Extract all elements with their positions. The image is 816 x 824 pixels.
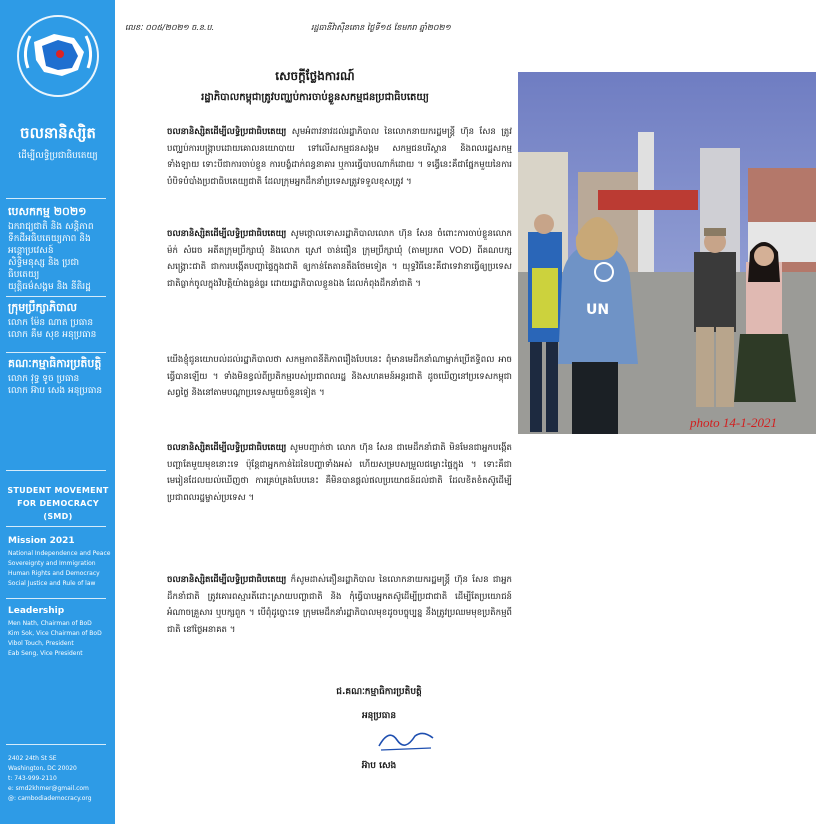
statement-title: សេចក្តីថ្លែងការណ៍ xyxy=(275,69,355,83)
board-kh-heading: ក្រុមប្រឹក្សាភិបាល xyxy=(8,301,78,314)
divider xyxy=(6,198,106,199)
leadership-en-item: Vibol Touch, President xyxy=(8,640,74,647)
leadership-en-item: Men Nath, Chairman of BoD xyxy=(8,620,92,627)
document-date: រដ្ឋធានីវ៉ាស៊ីនតោន ថ្ងៃទី១៥ ខែមករា ឆ្នាំ២០២១ xyxy=(311,23,451,32)
org-name-en: STUDENT MOVEMENT FOR DEMOCRACY (SMD) xyxy=(7,486,109,521)
exec-kh xyxy=(8,358,110,397)
paragraph-text: សូមអំពាវនាវដល់រដ្ឋាភិបាល នៃលោកនាយករដ្ឋមន្ត្រី ហ៊ុន សែន ត្រូវបញ្ឈប់ការបង្ក្រាបដោយគោលនយោបាយ ទៅលើសកម្មជនសង្គម សកម្មជនបរិស្ថាន និងពលរដ្ឋសកម្មទាំងឡាយ ទោះបីជាការចាប់ខ្លួន ការបង្ខំដាក់ពន្ធនាគារ ឬការធ្វើបាបណាក៏ដោយ ។ ទង្វើនេះគឺជាផ្នែកមួយនៃការបំបិទបំបាំងប្រជាធិបតេយ្យជាតិ ដែលក្រុមអ្នកដឹកនាំប្រទេសត្រូវទទួលខុសត្រូវ ។ xyxy=(167,127,512,187)
board-kh xyxy=(8,302,110,341)
mission-kh-item: ឯករាជ្យជាតិ និង សន្តិភាព xyxy=(8,222,94,232)
contact-address: 2402 24th St SE xyxy=(8,755,57,762)
paragraph-text: យើងខ្ញុំជូនយោបល់ដល់រដ្ឋាភិបាលថា សកម្មភាពនីតិភាពរឿងបែបនេះ ពុំមានមេដឹកនាំណាម្នាក់ប្រើឥទ្ធិពល អាចធ្វើបានឡើយ ។ ទាំងមិនខ្វល់ពីប្រតិកម្មរបស់ប្រជាពលរដ្ឋ និងសហគមន៍អន្តរជាតិ ដូចឃើញនៅប្រទេសកម្ពុជាសព្វថ្ងៃ និងនៅតាមបណ្តាប្រទេសមួយចំនួនទៀត ។ xyxy=(167,355,512,399)
leadership-en xyxy=(8,606,112,659)
paragraph-text: សូមបញ្ជាក់ថា លោក ហ៊ុន សែន ជាមេដឹកនាំជាតិ មិនមែនជាអ្នកបង្កើតបញ្ហាតែមួយមុខនោះទេ ប៉ុន្តែជាអ្នកកាន់ដៃនៃបញ្ហាទាំងអស់ ហើយសម្របសម្រួលជម្លោះផ្ទៃក្នុង ។ ទោះគឺជាមេរៀនដែលយល់ឃើញថា ការគ្រប់គ្រងបែបនេះ គឺមិនបានផ្តល់ផលប្រយោជន៍ដល់ជាតិ ដែលខិតខំតស៊ូដើម្បីប្រជាពលរដ្ឋម្ចាស់ប្រទេស ។ xyxy=(167,443,512,503)
statement-subtitle: រដ្ឋាភិបាលកម្ពុជាត្រូវបញ្ឈប់ការចាប់ខ្លួនសកម្មជនប្រជាធិបតេយ្យ xyxy=(201,92,429,103)
org-name-kh: ចលនានិស្សិត xyxy=(20,124,96,142)
contact-email[interactable]: e: smd2khmer@gmail.com xyxy=(8,785,89,792)
contact-block xyxy=(8,754,112,804)
mission-en-item: Human Rights and Democracy xyxy=(8,570,100,577)
paragraph xyxy=(167,124,512,190)
paragraph-lead: ចលនានិស្សិតដើម្បីលទ្ធិប្រជាធិបតេយ្យ xyxy=(167,229,287,239)
contact-web[interactable]: @: cambodiademocracy.org xyxy=(8,795,92,802)
paragraph xyxy=(167,572,512,638)
divider xyxy=(6,744,106,745)
paragraph-lead: ចលនានិស្សិតដើម្បីលទ្ធិប្រជាធិបតេយ្យ xyxy=(167,443,287,453)
divider xyxy=(6,352,106,353)
contact-address: Washington, DC 20020 xyxy=(8,765,77,772)
signature-name: អ៊ាប សេង xyxy=(361,761,397,771)
signature-org: ជ.គណៈកម្មាធិការប្រតិបត្តិ xyxy=(336,687,422,697)
divider xyxy=(6,526,106,527)
photo-scene xyxy=(518,72,816,434)
exec-kh-item: លោក អ៊ាប សេង អនុប្រធាន xyxy=(8,386,103,396)
paragraph-lead: ចលនានិស្សិតដើម្បីលទ្ធិប្រជាធិបតេយ្យ xyxy=(167,127,287,137)
paragraph xyxy=(167,440,512,506)
leadership-en-item: Eab Seng, Vice President xyxy=(8,650,83,657)
paragraph-lead: ចលនានិស្សិតដើម្បីលទ្ធិប្រជាធិបតេយ្យ xyxy=(167,575,287,585)
org-tagline-kh: ដើម្បីលទ្ធិប្រជាធិបតេយ្យ xyxy=(18,151,98,161)
contact-phone: t: 743-999-2110 xyxy=(8,775,57,782)
divider xyxy=(6,598,106,599)
mission-en-heading: Mission 2021 xyxy=(8,536,75,546)
divider xyxy=(6,470,106,471)
paragraph xyxy=(167,226,512,292)
exec-kh-item: លោក វុទ្ធ ទូច ប្រធាន xyxy=(8,374,80,384)
vest-label: UN xyxy=(586,302,610,318)
paragraph-text: សូមថ្កោលទោសរដ្ឋាភិបាលលោក ហ៊ុន សែន ចំពោះការចាប់ខ្លួនលោក ម៉ក់ សំរេច អតីតក្រុមប្រឹក្សាឃុំ និងលោក ស្រៅ ចាន់ធឿន ក្រុមប្រឹក្សាឃុំ (តាមប្រភព VOD) ពីគណបក្សសង្គ្រោះជាតិ ជាការបង្កើតបញ្ហាផ្ទៃក្នុងជាតិ ឲ្យកាន់តែតានតឹងថែមទៀត ។ យុទ្ធវិធីនេះគឺជាទេវានាធ្វើឲ្យប្រទេសជាតិធ្លាក់ចូលក្នុងវិបត្តិយ៉ាងធ្ងន់ធ្ងរ ដោយរដ្ឋាភិបាលខ្លួនឯង ដែលកំពុងដឹកនាំជាតិ ។ xyxy=(167,229,512,289)
street-photo xyxy=(518,72,816,434)
mission-kh xyxy=(8,206,110,293)
exec-kh-heading: គណៈកម្មាធិការប្រតិបត្តិ xyxy=(8,357,102,370)
signature-role: អនុប្រធាន xyxy=(361,711,397,721)
photo-caption: photo 14-1-2021 xyxy=(690,415,778,430)
board-kh-item: លោក គឹម សុខ អនុប្រធាន xyxy=(8,330,97,340)
mission-kh-item: យុត្តិធម៌សង្គម និង នីតិរដ្ឋ xyxy=(8,282,91,292)
mission-en-item: Social Justice and Rule of law xyxy=(8,580,96,587)
reference-number: លេខៈ ០០៥/២០២១ ច.ន.ប. xyxy=(125,23,215,32)
mission-en xyxy=(8,536,112,589)
mission-kh-item: សិទ្ធិមនុស្ស និង ប្រជាធិបតេយ្យ xyxy=(8,258,80,280)
board-kh-item: លោក ម៉ែន ណាត ប្រធាន xyxy=(8,318,94,328)
statement-document xyxy=(115,0,515,824)
mission-en-item: National Independence and Peace xyxy=(8,550,111,557)
leadership-en-item: Kim Sok, Vice Chairman of BoD xyxy=(8,630,102,637)
mission-en-item: Sovereignty and Immigration xyxy=(8,560,96,567)
paragraph xyxy=(167,352,512,402)
divider xyxy=(6,296,106,297)
org-logo xyxy=(14,12,102,100)
paragraph-text: ក៏សូមដាស់តឿនរដ្ឋាភិបាល នៃលោកនាយករដ្ឋមន្ត្រី ហ៊ុន សែន ជាអ្នកដឹកនាំជាតិ ត្រូវគោរពស្មារតីដោះស្រាយបញ្ហាជាតិ និង កុំធ្វើបាបអ្នកតស៊ូដើម្បីប្រជាជាតិ ដើម្បីតែប្រយោជន៍អំណាចគ្រួសារ ឬបក្សពួក ។ បើពុំដូច្នោះទេ ក្រុមមេដឹកនាំរដ្ឋាភិបាលមុខដូចបច្ចុប្បន្ន នឹងត្រូវប្រឈមមុខប្រតិកម្មពីជាតិ នៅថ្ងៃអនាគត ។ xyxy=(167,575,512,635)
mission-kh-item: ទឹកដីអធិបតេយ្យភាព និង អន្តោប្រវេសន៍ xyxy=(8,234,91,256)
signature-image xyxy=(375,722,439,754)
leadership-en-heading: Leadership xyxy=(8,606,65,616)
mission-kh-heading: បេសកកម្ម ២០២១ xyxy=(8,205,87,218)
sidebar xyxy=(0,0,115,824)
